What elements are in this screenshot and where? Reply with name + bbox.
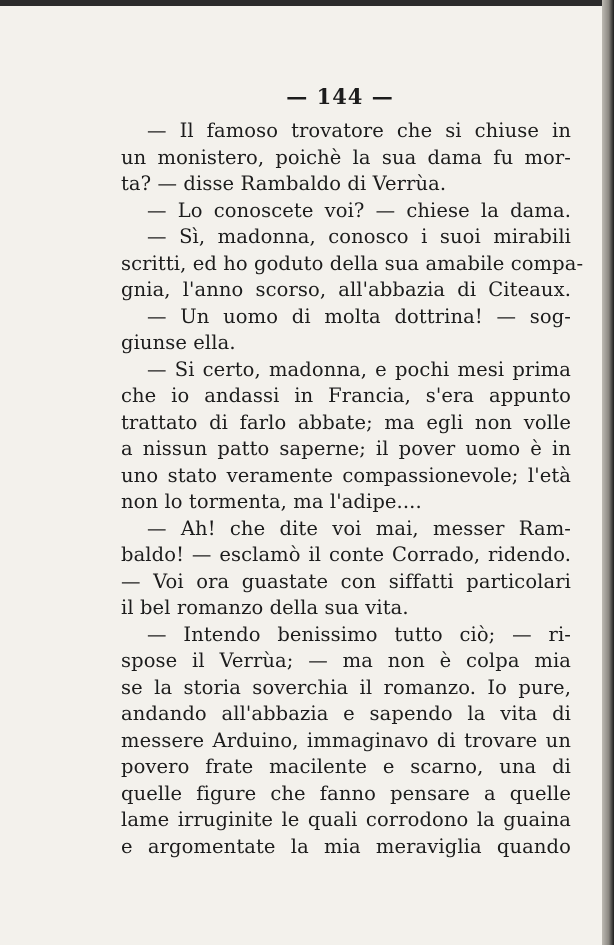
text-line: scritti, ed ho goduto della sua amabile compa- [121,251,584,275]
text-line: uno stato veramente compassionevole; l'età [121,463,571,487]
text-line: quelle figure che fanno pensare a quelle [121,781,571,805]
text-line: il bel romanzo della sua vita. [121,596,409,619]
page-number: — 144 — [286,84,394,109]
text-line: — Il famoso trovatore che si chiuse in [147,119,571,142]
text-line: trattato di farlo abbate; ma egli non volle [121,410,571,434]
text-line: che io andassi in Francia, s'era appunto [121,384,571,407]
text-line: andando all'abbazia e sapendo la vita di [121,702,571,725]
text-line: e argomentate la mia meraviglia quando [121,834,571,858]
text-line: se la storia soverchia il romanzo. Io pure, [121,675,571,699]
page-binding-edge [602,0,614,945]
text-line: — Un uomo di molta dottrina! — sog- [147,304,571,328]
text-line: spose il Verrùa; — ma non è colpa mia [121,649,571,672]
text-line: ta? — disse Rambaldo di Verrùa. [121,172,447,195]
text-line: messere Arduino, immaginavo di trovare un [121,728,571,752]
page-top-edge [0,0,614,6]
text-line: povero frate macilente e scarno, una di [121,755,571,778]
text-line: non lo tormenta, ma l'adipe.... [121,490,422,513]
text-line: — Voi ora guastate con siffatti particolari [121,569,571,593]
text-line: — Lo conoscete voi? — chiese la dama. [147,198,571,222]
text-line: a nissun patto saperne; il pover uomo è in [121,437,571,460]
body-text [121,118,584,860]
text-line: — Sì, madonna, conosco i suoi mirabili [147,225,571,248]
text-line: lame irruginite le quali corrodono la guaina [121,808,571,831]
text-line: — Ah! che dite voi mai, messer Ram- [147,516,571,540]
text-line: un monistero, poichè la sua dama fu mor- [121,145,571,169]
text-line: baldo! — esclamò il conte Corrado, ridendo. [121,543,571,566]
text-line: giunse ella. [121,331,236,354]
text-line: — Si certo, madonna, e pochi mesi prima [147,357,571,381]
text-line: — Intendo benissimo tutto ciò; — ri- [147,622,571,646]
text-line: gnia, l'anno scorso, all'abbazia di Citeaux. [121,278,571,301]
